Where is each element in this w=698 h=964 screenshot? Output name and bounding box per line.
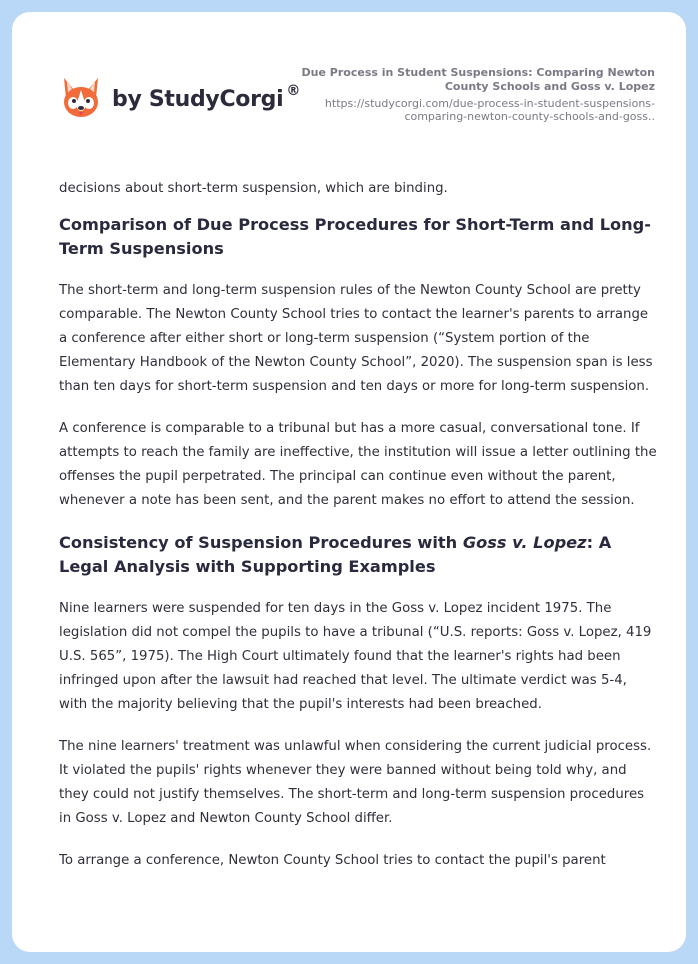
paragraph: The short-term and long-term suspension rules of the Newton County School are pretty comparable. The Newton County School tries to contact the learner's parents to arrange a conference after either short or long-term suspension (“System portion of the Elementary Handbook of the Newton County School”, 2020). The suspension span is less than ten days for short-term suspension and ten days or more for long-term suspension. xyxy=(59,283,653,394)
paragraph: Nine learners were suspended for ten days in the Goss v. Lopez incident 1975. The legislation did not compel the pupils to have a tribunal (“U.S. reports: Goss v. Lopez, 419 U.S. 565”, 1975). The High Court ultimately found that the learner's rights had been infringed upon after the lawsuit had reached that level. The ultimate verdict was 5-4, with the majority believing that the pupil's interests had been breached. xyxy=(59,601,652,712)
document-page xyxy=(12,12,686,952)
section-heading: Comparison of Due Process Procedures for Short-Term and Long-Term Suspensions xyxy=(59,215,651,258)
paragraph: To arrange a conference, Newton County School tries to contact the pupil's parent xyxy=(59,853,606,868)
document-url[interactable]: https://studycorgi.com/due-process-in-student-suspensions-comparing-newton-county-schools-and-goss.. xyxy=(324,97,655,123)
heading-case-name: Goss v. Lopez xyxy=(462,533,587,552)
document-body xyxy=(59,177,659,891)
studycorgi-logo[interactable] xyxy=(60,76,300,122)
heading-text: : A Legal Analysis with Supporting Examples xyxy=(59,533,612,576)
corgi-icon xyxy=(60,76,102,122)
paragraph: A conference is comparable to a tribunal but has a more casual, conversational tone. If attempts to reach the family are ineffective, the institution will issue a letter outlining the offenses the pupil perpetrated. The principal can continue even without the parent, whenever a note has been sent, and the parent makes no effort to attend the session. xyxy=(59,421,657,508)
logo-wordmark xyxy=(112,82,301,112)
section-heading xyxy=(59,531,659,579)
document-title: Due Process in Student Suspensions: Comparing Newton County Schools and Goss v. Lopez xyxy=(301,66,655,93)
paragraph: The nine learners' treatment was unlawful when considering the current judicial process. It violated the pupils' rights whenever they were banned without being told why, and they could not justify themselves. The short-term and long-term suspension procedures in Goss v. Lopez and Newton County School differ. xyxy=(59,739,652,826)
heading-text: Consistency of Suspension Procedures with xyxy=(59,533,463,552)
document-meta xyxy=(285,66,655,123)
paragraph: decisions about short-term suspension, which are binding. xyxy=(59,181,448,196)
page-header xyxy=(12,12,686,162)
registered-mark: ® xyxy=(286,82,301,99)
logo-text: by StudyCorgi xyxy=(112,86,284,112)
